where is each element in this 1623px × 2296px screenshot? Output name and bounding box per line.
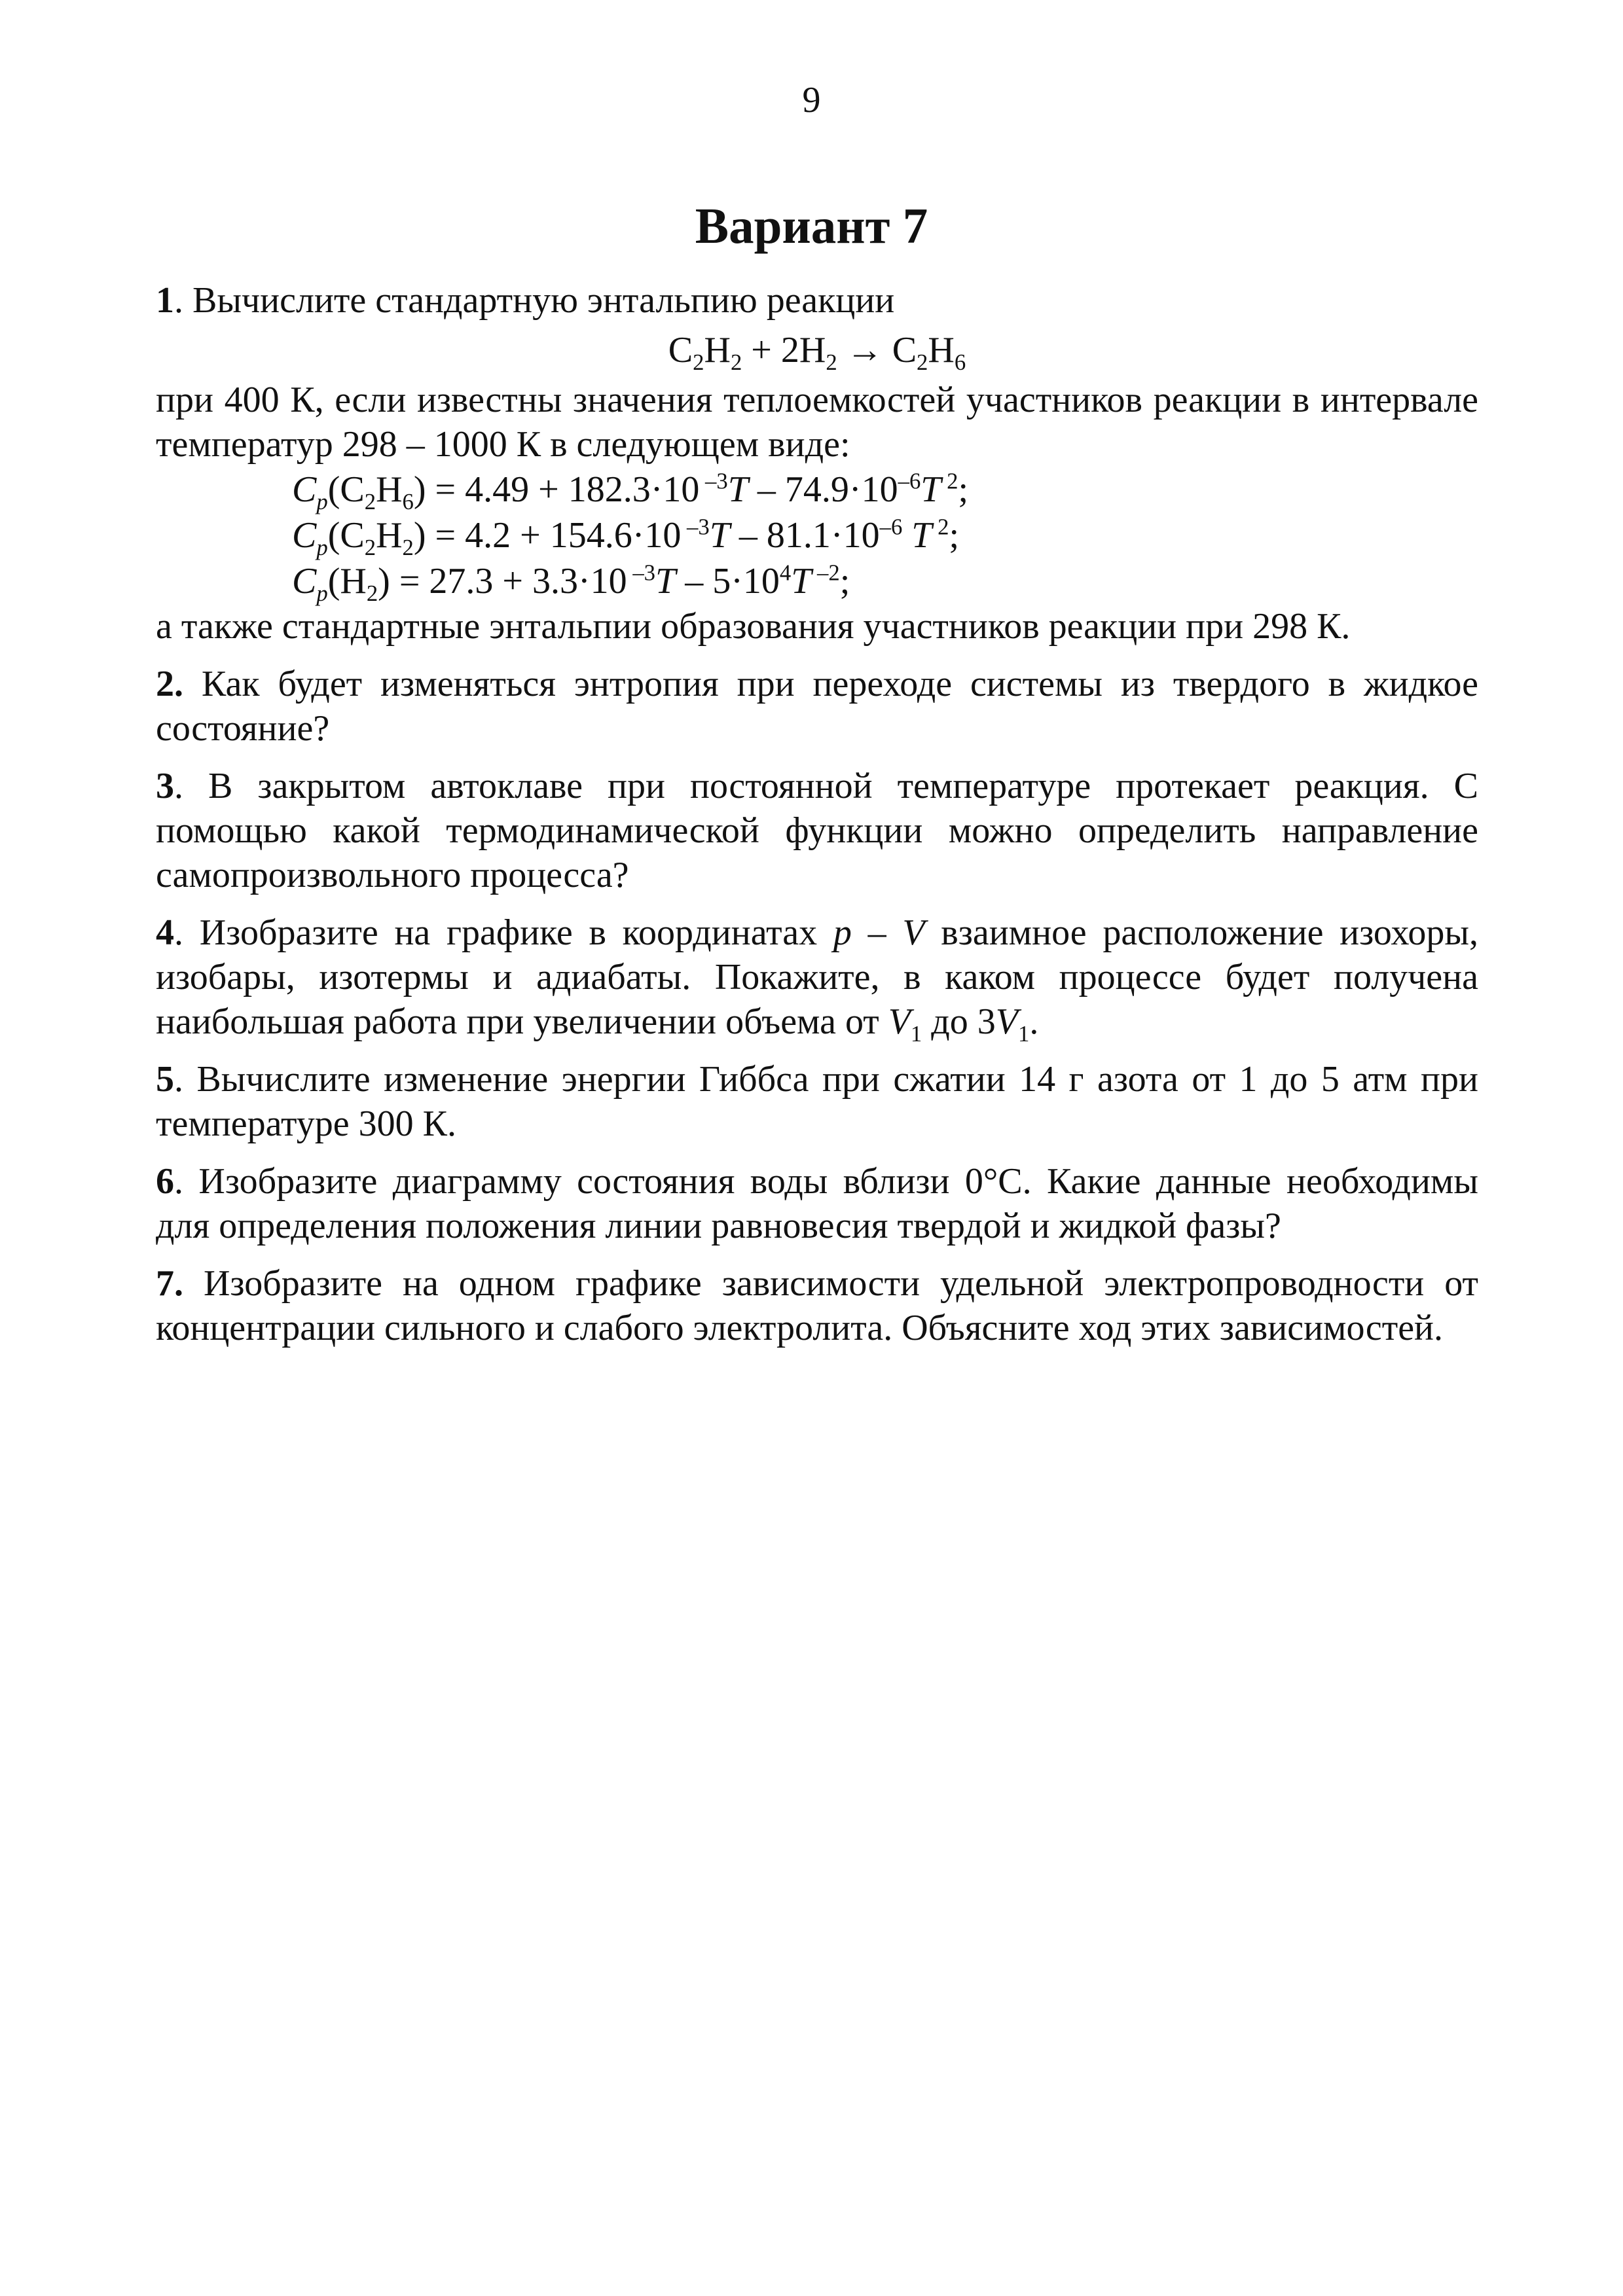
problem-number: 7. <box>156 1263 183 1304</box>
problem-number: 6 <box>156 1161 174 1202</box>
page-title: Вариант 7 <box>695 198 928 254</box>
problem-number: 1 <box>156 280 174 321</box>
problem-list <box>156 278 1478 1350</box>
problem-7: 7. Изобразите на одном графике зависимости удельной электропроводности от концентрации сильного и слабого электролита. Объясните ход этих зависимостей. <box>156 1263 1478 1348</box>
problem-number: 5 <box>156 1059 174 1100</box>
heat-capacity-formula-c2h2: $C_p(C_2H_2) = 4.2 + 154.6\cdot 10$ $^{-3}T - 81.1\cdot 10^{-6}$ T $^2$; <box>292 514 960 561</box>
problem-4: 4. Изобразите на графике в координатах p – V взаимное расположение изохоры, изобары, изотермы и адиабаты. Покажите, в каком процессе будет получена наибольшая работа при увеличении объема от $V_1$ до $3V_1$. <box>156 912 1479 1047</box>
problem-3: 3. В закрытом автоклаве при постоянной температуре протекает реакция. С помощью какой термодинамической функции можно определить направление самопроизвольного процесса? <box>156 766 1478 895</box>
problem-1-intro: 1. Вычислите стандартную энтальпию реакции <box>156 280 895 321</box>
heat-capacity-formula-c2h6: $C_p(C_2H_6) = 4.49 + 182.3\cdot 10$ $^{-3}T - 74.9\cdot 10^{-6}T$ $^2$; <box>292 468 969 515</box>
problem-1-final: а также стандартные энтальпии образования участников реакции при 298 К. <box>156 606 1351 647</box>
problem-2: 2. Как будет изменяться энтропия при переходе системы из твердого в жидкое состояние? <box>156 664 1478 749</box>
problem-number: 3 <box>156 766 174 806</box>
problem-number: 4 <box>156 912 174 953</box>
problem-6: 6. Изобразите диаграмму состояния воды вблизи 0°С. Какие данные необходимы для определения положения линии равновесия твердой и жидкой фазы? <box>156 1161 1478 1246</box>
reaction-equation: $C_2H_2 + 2H_2 \to C_2H_6$ <box>668 330 966 376</box>
problem-5: 5. Вычислите изменение энергии Гиббса при сжатии 14 г азота от 1 до 5 атм при температуре 300 К. <box>156 1059 1478 1144</box>
page-number: 9 <box>802 80 821 120</box>
heat-capacity-formula-h2: $C_p(H_2) = 27.3 + 3.3\cdot 10$ $^{-3}T - 5\cdot 10^4T$ $^{-2}$; <box>292 560 850 607</box>
problem-number: 2. <box>156 664 183 704</box>
problem-1-text: при 400 К, если известны значения теплоемкостей участников реакции в интервале температур 298 – 1000 К в следующем виде: <box>156 380 1478 465</box>
